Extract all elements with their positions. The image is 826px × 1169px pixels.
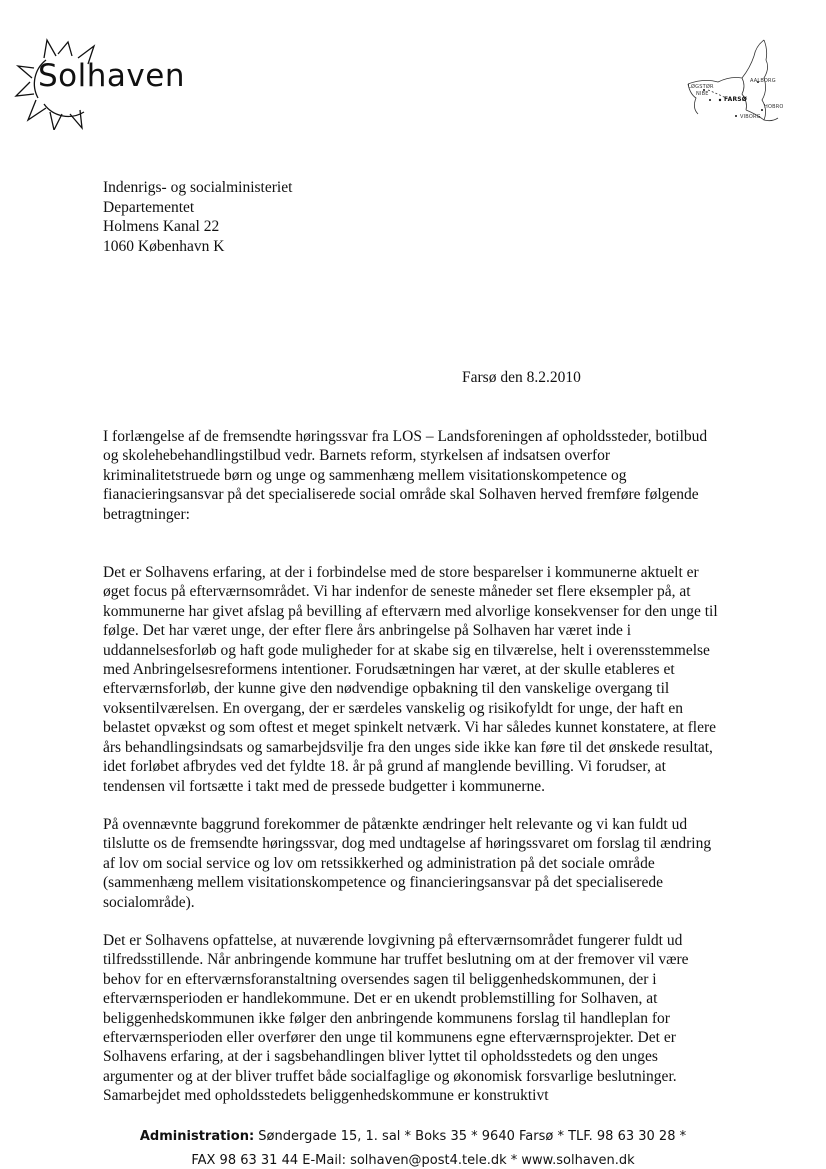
- text-line: På ovennævnte baggrund forekommer de påtænkte ændringer helt relevante og vi kan fuldt ud: [103, 815, 688, 833]
- paragraph-opinion: [103, 931, 771, 1106]
- paragraph-background: [103, 815, 771, 912]
- text-line: tendensen vil fortsætte i takt med de pressede budgetter i kommunerne.: [103, 777, 546, 795]
- text-line: kommunerne har givet afslag på bevilling af efterværn med alvorlige konsekvenser for den unge til: [103, 602, 718, 620]
- paragraph-intro: [103, 427, 771, 524]
- text-line: belastet opvækst og som oftest et meget spinkelt netværk. Vi har således kunnet konstatere, at flere: [103, 719, 717, 737]
- text-line: følge. Det har været unge, der efter flere års anbringelse på Solhaven har været inde i: [103, 622, 632, 640]
- text-line: Samarbejdet med opholdsstedets beliggenhedskommune er konstruktivt: [103, 1087, 549, 1105]
- text-line: med Anbringelsesreformens intentioner. Forudsætningen har været, at der skulle etableres et: [103, 661, 675, 679]
- text-line: efterværnsperioden eller overfører den unge til kommunens egne efterværnsprojekter. Det er: [103, 1028, 676, 1046]
- logo-text: Solhaven: [38, 58, 185, 94]
- footer-line-1: Søndergade 15, 1. sal * Boks 35 * 9640 Farsø * TLF. 98 63 30 28 *: [254, 1129, 687, 1144]
- address-line: Holmens Kanal 22: [103, 218, 220, 235]
- text-line: behov for en efterværnsforanstaltning oversendes sagen til beliggenhedskommunen, der i: [103, 970, 657, 988]
- text-line: efterværnsperioden er handlekommune. Det er en ukendt problemstilling for Solhaven, at: [103, 990, 658, 1008]
- address-line: Departementet: [103, 198, 195, 216]
- text-line: tilslutte os de fremsendte høringssvar, dog med undtagelse af høringssvaret om forslag til ændring: [103, 835, 712, 853]
- text-line: tilfredsstillende. Når anbringende kommune har truffet beslutning om at der fremover vil være: [103, 951, 689, 969]
- footer-contact: [0, 1153, 826, 1168]
- address-line: 1060 København K: [103, 237, 225, 255]
- address-line: Indenrigs- og socialministeriet: [103, 179, 293, 196]
- map-label-hobro: HOBRO: [764, 104, 784, 110]
- text-line: socialområde).: [103, 893, 195, 911]
- footer-address: [0, 1129, 826, 1144]
- map-label-viborg: VIBORG: [740, 114, 761, 120]
- text-line: I forlængelse af de fremsendte høringssvar fra LOS – Landsforeningen af opholdssteder, botilbud: [103, 428, 708, 445]
- map: [684, 38, 784, 128]
- text-line: argumenter og at der bliver truffet både socialfaglige og økonomisk forsvarlige beslutninger.: [103, 1067, 677, 1085]
- paragraph-experience: [103, 563, 771, 796]
- recipient-address: [103, 178, 292, 256]
- text-line: efterværnsforløb, der kunne give den nødvendige opbakning til den vanskelige overgang til: [103, 680, 670, 698]
- text-line: beliggenhedskommunen ikke følger den anbringende kommunens forslag til handleplan for: [103, 1009, 670, 1027]
- date-line: Farsø den 8.2.2010: [462, 369, 581, 386]
- text-line: og skolehebehandlingstilbud vedr. Barnets reform, styrkelsen af indsatsen overfor: [103, 447, 611, 465]
- map-label-aalborg: AALBORG: [750, 78, 776, 84]
- logo: [14, 38, 200, 130]
- letter-body: [103, 427, 771, 1106]
- text-line: års behandlingsindsats og samarbejdsvilje fra den unges side ikke kan føre til det ønskede resultat,: [103, 738, 713, 756]
- text-line: Det er Solhavens erfaring, at der i forbindelse med de store besparelser i kommunerne aktuelt er: [103, 564, 699, 582]
- text-line: uddannelsesforløb og haft gode muligheder for at skabe sig en tilværelse, helt i overensstemmelse: [103, 641, 710, 659]
- text-line: (sammenhæng mellem visitationskompetence og financieringsansvar på det specialiserede: [103, 874, 663, 892]
- text-line: øget focus på efterværnsområdet. Vi har indenfor de seneste måneder set flere eksempler på, at: [103, 583, 691, 601]
- text-line: Det er Solhavens opfattelse, at nuværende lovgivning på efterværnsområdet fungerer fuldt ud: [103, 931, 683, 949]
- map-label-farso: FARSØ: [724, 96, 748, 103]
- map-label-nibe: NIBE: [696, 91, 709, 97]
- text-line: af lov om social service og lov om retssikkerhed og administration på det sociale område: [103, 854, 655, 872]
- text-line: fianacieringsansvar på det specialiserede social område skal Solhaven herved fremføre følgende: [103, 486, 699, 504]
- footer-line-2: FAX 98 63 31 44 E-Mail: solhaven@post4.tele.dk * www.solhaven.dk: [191, 1153, 635, 1168]
- text-line: idet forløbet afbrydes ved det fyldte 18. år på grund af manglende bevilling. Vi forudser, at: [103, 758, 666, 776]
- map-label-logstor: LØGSTØR: [688, 84, 714, 90]
- text-line: voksentilværelsen. En overgang, der er særdeles vanskelig og risikofyldt for unge, der haft en: [103, 699, 683, 717]
- text-line: Solhavens erfaring, at der i sagsbehandlingen bliver lyttet til opholdsstedets og den unges: [103, 1048, 658, 1066]
- footer-label: Administration:: [139, 1129, 255, 1144]
- text-line: kriminalitetstruede børn og unge og sammenhæng mellem visitationskompetence og: [103, 466, 627, 484]
- text-line: betragtninger:: [103, 505, 190, 523]
